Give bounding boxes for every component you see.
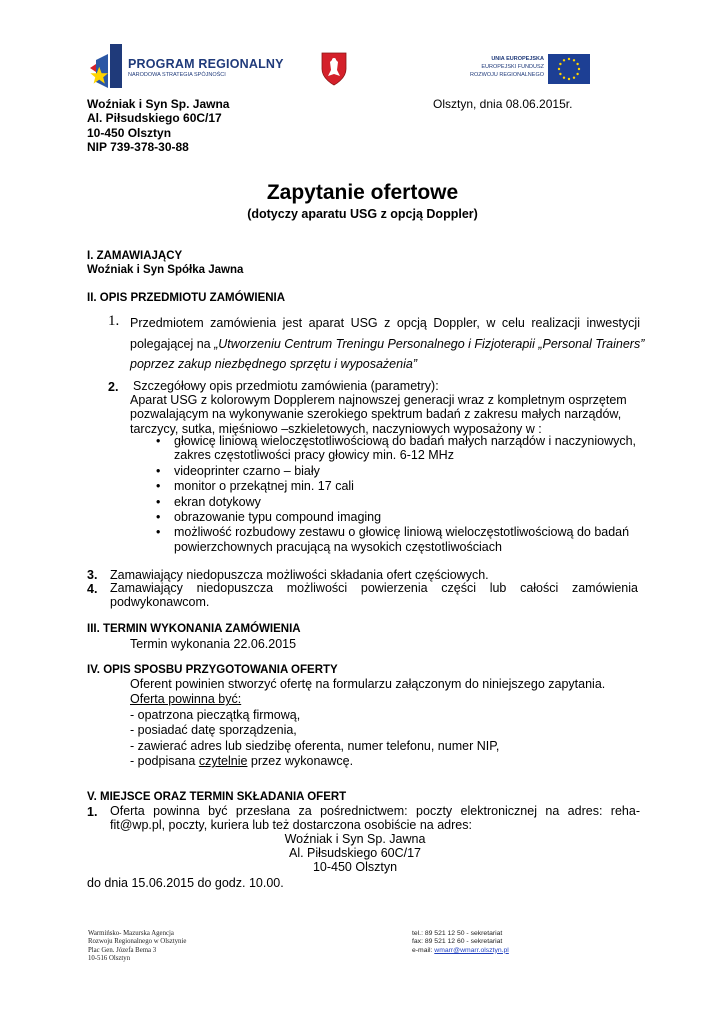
document-title: Zapytanie ofertowe	[266, 181, 459, 204]
sender-name: Woźniak i Syn Sp. Jawna	[87, 97, 230, 111]
bullet-item: • głowicę liniową wieloczęstotliwościową do badań małych narządów i naczyniowych, zakres częstotliwości pracy głowicy min. 6-12 MHz	[152, 434, 642, 464]
footer-email-link[interactable]: wmarr@wmarr.olsztyn.pl	[434, 946, 509, 954]
item-1-text-line-1: Przedmiotem zamówienia jest aparat USG z opcją Doppler, w celu realizacji inwestycji	[130, 316, 640, 330]
section-4-line-4: - posiadać datę sporządzenia,	[130, 723, 297, 738]
sender-block	[87, 97, 229, 154]
item-4-number: 4.	[87, 582, 98, 596]
program-logo-emblem-icon	[88, 42, 124, 92]
sender-city: 10-450 Olsztyn	[87, 125, 172, 140]
item-2-desc-2: pozwalającym na wykonywanie szerokiego spektrum badań z zakresu małych narządów,	[130, 407, 622, 422]
footer-agency-city: 10-516 Olsztyn	[88, 954, 131, 962]
section-3-heading: III. TERMIN WYKONANIA ZAMÓWIENIA	[87, 623, 301, 635]
section-4-line-1: Oferent powinien stworzyć ofertę na formularzu załączonym do niniejszego zapytania.	[130, 677, 606, 691]
delivery-address-city: 10-450 Olsztyn	[312, 860, 398, 875]
item-2-desc-3: tarczycy, sutka, mięśniowo –szkieletowych, naczyniowych wyposażony w :	[130, 421, 542, 436]
item-4-text: Zamawiający niedopuszcza możliwości powierzenia części lub całości zamówienia podwykonawcom.	[110, 581, 638, 610]
program-regionalny-logo	[88, 42, 284, 92]
section-5-item-1-number: 1.	[87, 805, 98, 819]
footer-email-label: e-mail:	[412, 946, 435, 954]
section-4-line-6	[130, 754, 640, 769]
delivery-address	[180, 832, 530, 875]
item-3-text: Zamawiający niedopuszcza możliwości składania ofert częściowych.	[110, 568, 489, 582]
bullet-item: • ekran dotykowy	[152, 495, 642, 510]
eu-flag-icon	[548, 54, 590, 84]
bullet-item: • videoprinter czarno – biały	[152, 464, 642, 479]
bullet-item: • obrazowanie typu compound imaging	[152, 510, 642, 525]
submission-deadline: do dnia 15.06.2015 do godz. 10.00.	[87, 876, 284, 890]
eu-logo-block	[470, 54, 590, 84]
section-4-line-6-suffix: przez wykonawcę.	[247, 754, 354, 769]
item-2-block	[130, 379, 640, 436]
footer-email-line	[412, 947, 509, 955]
item-3-number: 3.	[87, 568, 98, 582]
section-4-line-5: - zawierać adres lub siedzibę oferenta, numer telefonu, numer NIP,	[130, 738, 500, 753]
item-2-desc-1: Aparat USG z kolorowym Dopplerem najnowszej generacji wraz z kompletnym osprzętem	[130, 393, 627, 408]
sender-nip: NIP 739-378-30-88	[87, 139, 189, 154]
section-4-line-3: - opatrzona pieczątką firmową,	[130, 707, 301, 722]
eu-line-3: ROZWOJU REGIONALNEGO	[470, 72, 544, 78]
equipment-bullet-list	[152, 434, 642, 554]
sender-street: Al. Piłsudskiego 60C/17	[87, 111, 222, 126]
section-4-heading: IV. OPIS SPOSBU PRZYGOTOWANIA OFERTY	[87, 664, 338, 676]
section-1-name: Woźniak i Syn Spółka Jawna	[87, 264, 244, 276]
warmia-mazury-coat-of-arms-icon	[321, 52, 347, 86]
footer-right	[412, 930, 509, 955]
section-4-line-6-prefix: - podpisana	[130, 754, 199, 769]
footer-fax: fax: 89 521 12 60 - sekretariat	[412, 938, 503, 946]
section-5-item-1-text: Oferta powinna być przesłana za pośrednictwem: poczty elektronicznej na adres: reha-fit@wp.pl, poczty, kuriera lub też dostarczona osobiście na adres:	[110, 804, 640, 833]
footer-agency-name-1: Warmińsko- Mazurska Agencja	[88, 930, 174, 937]
item-2-intro: Szczegółowy opis przedmiotu zamówienia (parametry):	[133, 379, 439, 393]
program-subtitle: NARODOWA STRATEGIA SPÓJNOŚCI	[128, 72, 226, 78]
section-2-heading: II. OPIS PRZEDMIOTU ZAMÓWIENIA	[87, 292, 286, 304]
delivery-address-name: Woźniak i Syn Sp. Jawna	[284, 832, 426, 846]
section-4-offer-must-be: Oferta powinna być:	[130, 692, 242, 707]
item-1-project-suffix: poprzez zakup niezbędnego sprzętu i wyposażenia”	[130, 357, 417, 371]
footer-agency-name-2: Rozwoju Regionalnego w Olsztynie	[88, 938, 187, 946]
item-2-number: 2.	[108, 380, 119, 394]
bullet-item: • możliwość rozbudowy zestawu o głowicę liniową wieloczęstotliwościową do badań powierzchownych pracującą na wysokich częstotliwościach	[152, 525, 642, 554]
section-1-heading: I. ZAMAWIAJĄCY	[87, 250, 183, 262]
bullet-item: • monitor o przekątnej min. 17 cali	[152, 479, 642, 494]
eu-line-1: UNIA EUROPEJSKA	[491, 56, 544, 62]
item-1-project-name: „Utworzeniu Centrum Treningu Personalnego i Fizjoterapii „Personal Trainers”	[214, 337, 645, 351]
document-subtitle: (dotyczy aparatu USG z opcją Doppler)	[247, 207, 478, 221]
delivery-address-street: Al. Piłsudskiego 60C/17	[288, 846, 422, 861]
section-3-text: Termin wykonania 22.06.2015	[130, 637, 297, 651]
item-1-text-line-2	[130, 336, 645, 352]
footer-left	[88, 930, 186, 963]
footer-agency-street: Plac Gen. Józefa Bema 3	[88, 946, 157, 954]
program-title: PROGRAM REGIONALNY	[128, 57, 284, 71]
date-line: Olsztyn, dnia 08.06.2015r.	[433, 97, 573, 111]
section-4-body	[130, 677, 640, 769]
section-5-heading: V. MIEJSCE ORAZ TERMIN SKŁADANIA OFERT	[87, 791, 347, 803]
eu-line-2: EUROPEJSKI FUNDUSZ	[481, 64, 544, 70]
footer-phone: tel.: 89 521 12 50 - sekretariat	[412, 930, 503, 937]
section-4-line-6-emphasis: czytelnie	[198, 754, 248, 769]
item-1-number: 1.	[108, 313, 120, 329]
item-1-text-prefix: polegającej na	[130, 337, 215, 351]
item-1-text-line-3	[130, 356, 417, 372]
